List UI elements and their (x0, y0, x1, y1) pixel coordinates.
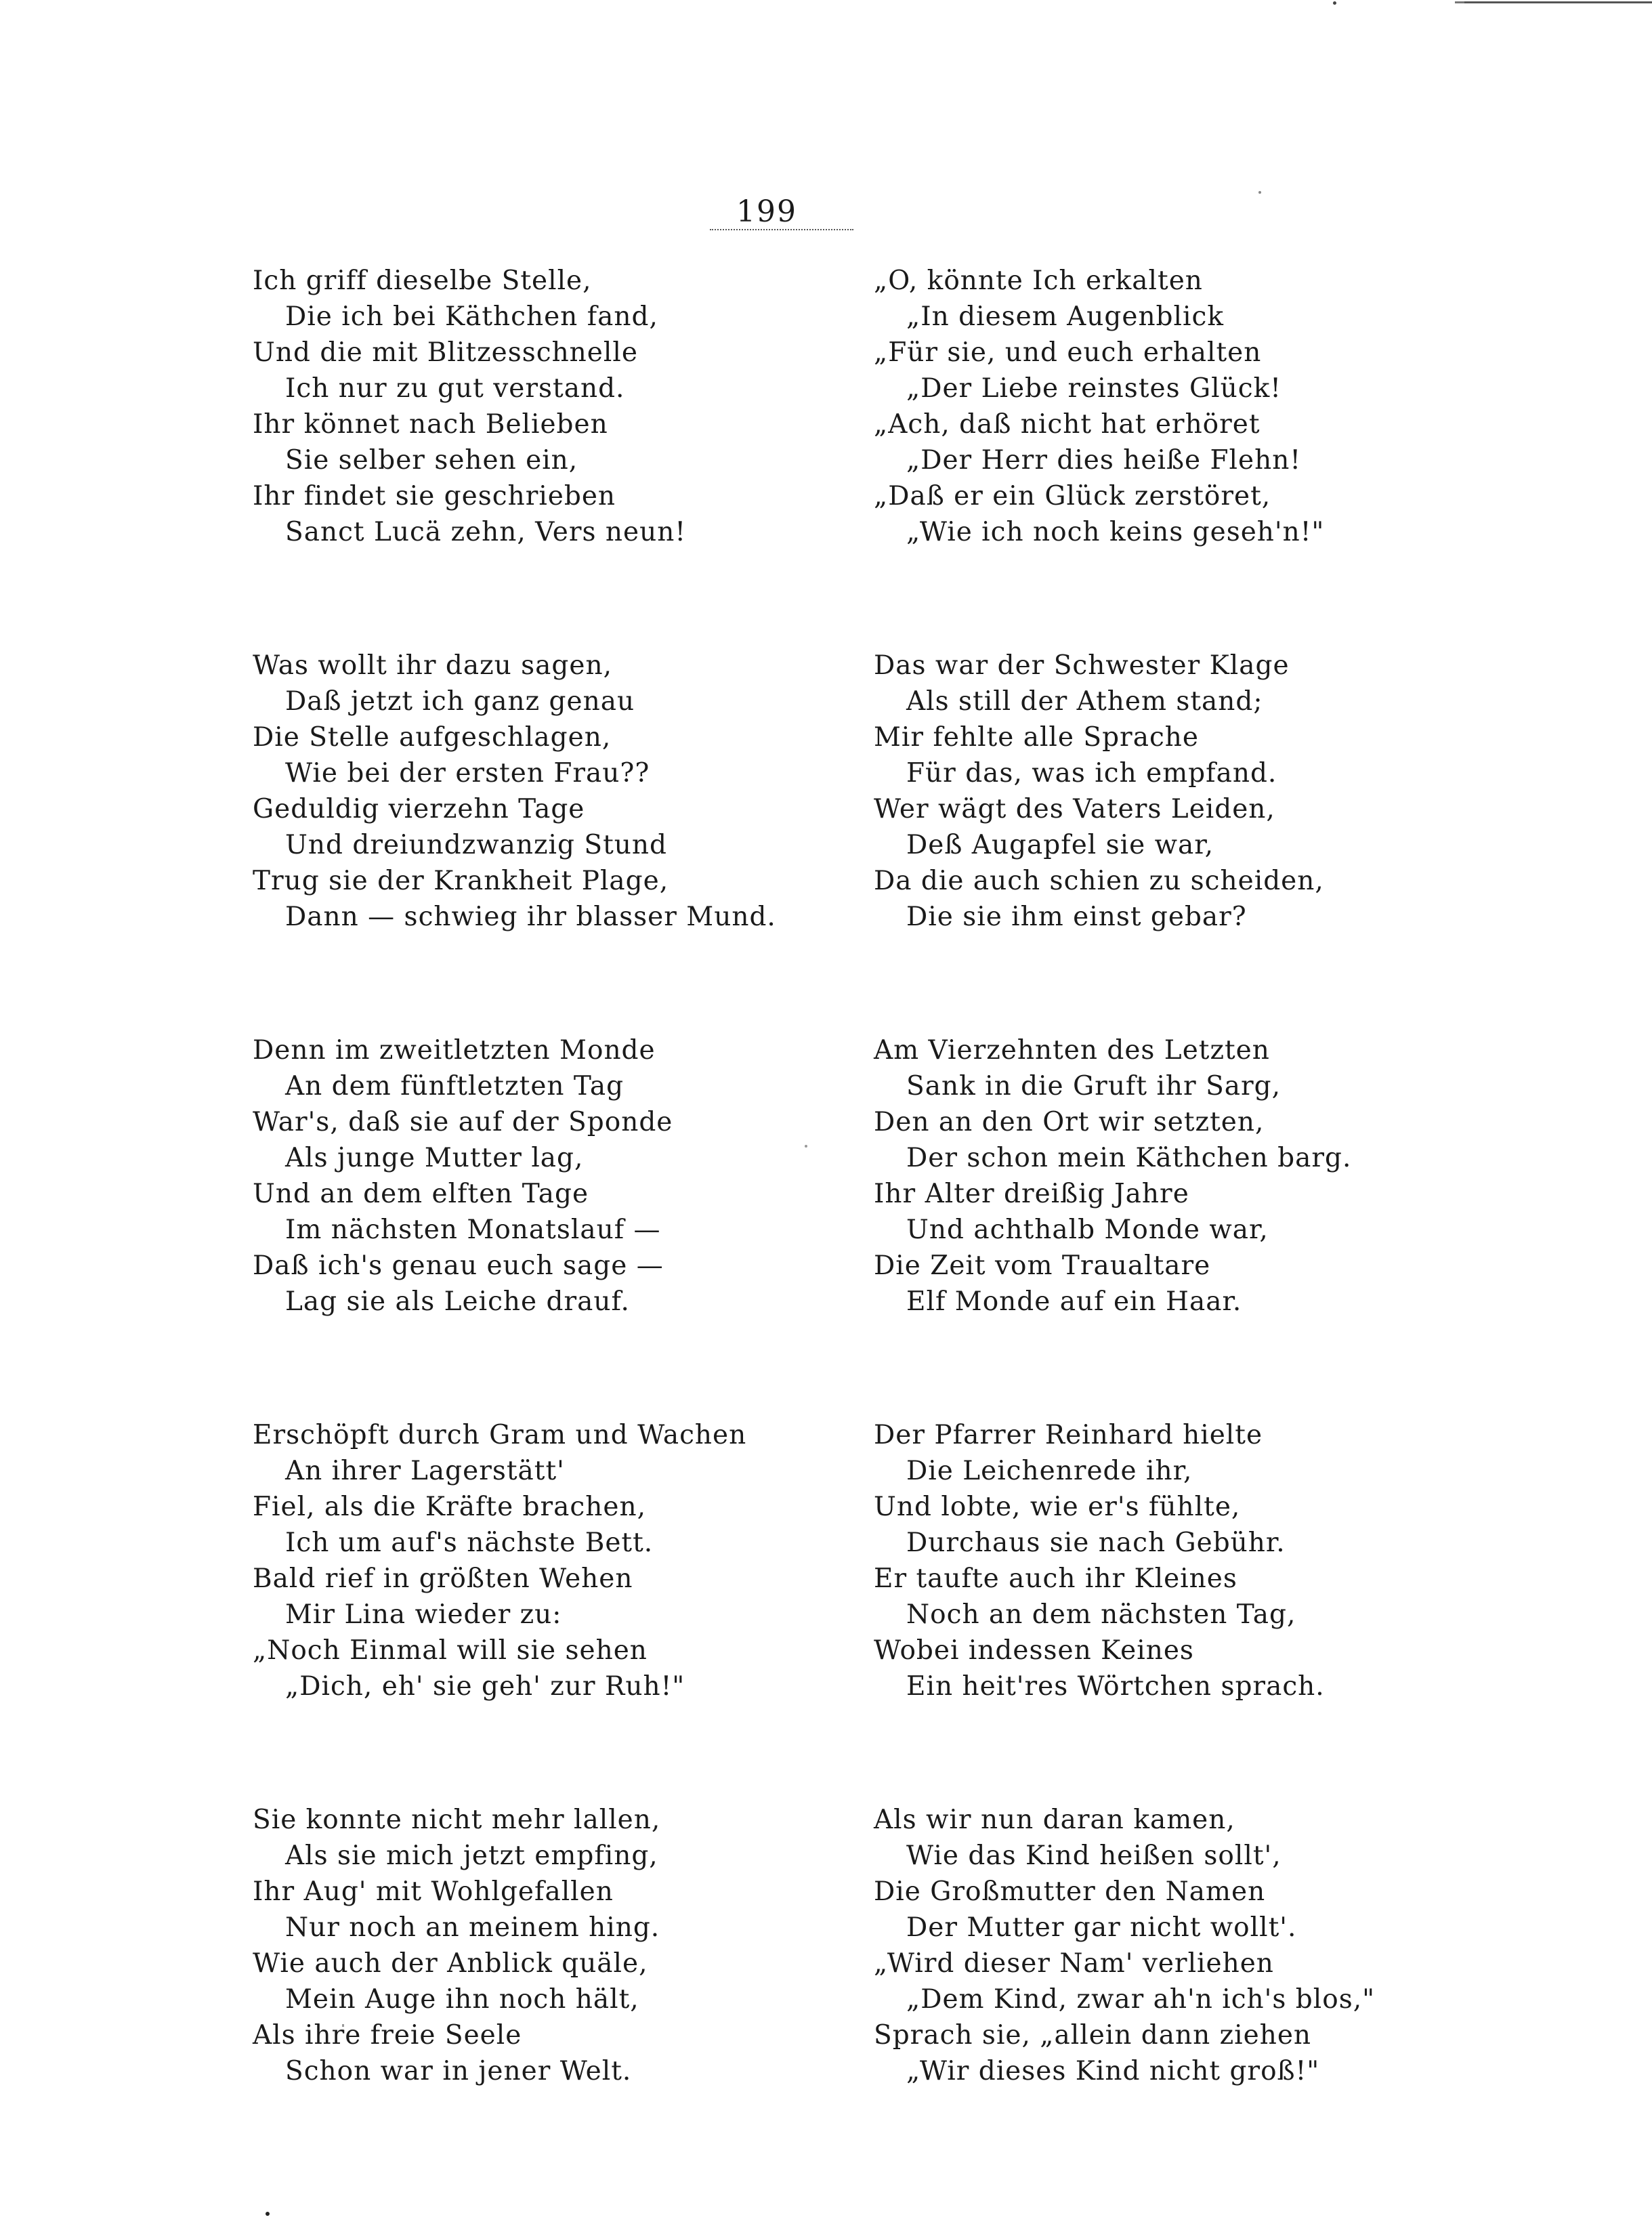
verse-line: Und lobte, wie er's fühlte, (874, 1492, 1241, 1522)
verse-line: Lag sie als Leiche drauf. (285, 1286, 630, 1317)
ink-speck (266, 2212, 270, 2216)
verse-line: Sie konnte nicht mehr lallen, (253, 1805, 661, 1835)
verse-line: Deß Augapfel sie war, (906, 830, 1214, 860)
verse-line: Wie das Kind heißen sollt', (906, 1841, 1282, 1871)
verse-line: Nur noch an meinem hing. (285, 1912, 660, 1943)
verse-line: Die Großmutter den Namen (874, 1876, 1266, 1907)
verse-line: Der Mutter gar nicht wollt'. (906, 1912, 1297, 1943)
verse-line: An ihrer Lagerstätt' (285, 1456, 565, 1486)
verse-line: Bald rief in größten Wehen (253, 1563, 633, 1594)
verse-line: Durchaus sie nach Gebühr. (906, 1528, 1286, 1558)
verse-line: Als junge Mutter lag, (285, 1143, 584, 1173)
verse-line: Erschöpft durch Gram und Wachen (253, 1420, 747, 1450)
verse-line: Als still der Athem stand; (906, 686, 1263, 717)
stanza (874, 648, 1483, 935)
verse-line: Als ihre freie Seele (253, 2020, 522, 2051)
verse-line: Als sie mich jetzt empfing, (285, 1841, 658, 1871)
verse-line: Die Leichenrede ihr, (906, 1456, 1193, 1486)
stanza (253, 1802, 862, 2089)
verse-line: Wer wägt des Vaters Leiden, (874, 794, 1275, 824)
verse-line: Ich griff dieselbe Stelle, (253, 266, 592, 296)
stanza (874, 1802, 1483, 2089)
verse-line: „Daß er ein Glück zerstöret, (874, 481, 1271, 511)
verse-line: Wobei indessen Keines (874, 1635, 1194, 1666)
ink-speck (1333, 1, 1336, 5)
stanza (253, 1032, 862, 1320)
verse-line: Und achthalb Monde war, (906, 1215, 1269, 1245)
verse-line: Und dreiundzwanzig Stund (285, 830, 667, 860)
poem-column-right (874, 263, 1483, 2187)
verse-line: „In diesem Augenblick (906, 301, 1224, 332)
verse-line: „Wird dieser Nam' verliehen (874, 1948, 1274, 1979)
ink-speck (1258, 191, 1261, 194)
top-edge-rule (1464, 1, 1652, 3)
verse-line: Er taufte auch ihr Kleines (874, 1563, 1237, 1594)
verse-line: „Der Liebe reinstes Glück! (906, 373, 1282, 404)
verse-line: Daß jetzt ich ganz genau (285, 686, 635, 717)
stanza (874, 1032, 1483, 1320)
verse-line: Ihr Aug' mit Wohlgefallen (253, 1876, 614, 1907)
verse-line: „Der Herr dies heiße Flehn! (906, 445, 1302, 476)
verse-line: Der Pfarrer Reinhard hielte (874, 1420, 1263, 1450)
page-number-underline (710, 229, 853, 230)
verse-line: Ich um auf's nächste Bett. (285, 1528, 654, 1558)
verse-line: Am Vierzehnten des Letzten (874, 1035, 1270, 1066)
verse-line: Daß ich's genau euch sage — (253, 1251, 664, 1281)
verse-line: „Für sie, und euch erhalten (874, 337, 1262, 368)
verse-line: Wie auch der Anblick quäle, (253, 1948, 648, 1979)
verse-line: Mein Auge ihn noch hält, (285, 1984, 639, 2015)
verse-line: Sprach sie, „allein dann ziehen (874, 2020, 1312, 2051)
verse-line: War's, daß sie auf der Sponde (253, 1107, 673, 1137)
stanza (874, 263, 1483, 550)
verse-line: Und an dem elften Tage (253, 1179, 589, 1209)
verse-line: Ihr findet sie geschrieben (253, 481, 616, 511)
stanza (874, 1417, 1483, 1704)
verse-line: Die Stelle aufgeschlagen, (253, 722, 612, 753)
verse-line: Geduldig vierzehn Tage (253, 794, 585, 824)
verse-line: Sank in die Gruft ihr Sarg, (906, 1071, 1282, 1101)
verse-line: Denn im zweitletzten Monde (253, 1035, 656, 1066)
verse-line: Für das, was ich empfand. (906, 758, 1277, 789)
verse-line: Noch an dem nächsten Tag, (906, 1599, 1296, 1630)
verse-line: Der schon mein Käthchen barg. (906, 1143, 1352, 1173)
verse-line: Als wir nun daran kamen, (874, 1805, 1235, 1835)
verse-line: An dem fünftletzten Tag (285, 1071, 624, 1101)
verse-line: Die ich bei Käthchen fand, (285, 301, 658, 332)
verse-line: Ihr könnet nach Belieben (253, 409, 608, 440)
verse-line: Trug sie der Krankheit Plage, (253, 866, 669, 896)
verse-line: „Dich, eh' sie geh' zur Ruh!" (285, 1671, 685, 1702)
verse-line: Mir fehlte alle Sprache (874, 722, 1199, 753)
verse-line: Fiel, als die Kräfte brachen, (253, 1492, 646, 1522)
verse-line: Die Zeit vom Traualtare (874, 1251, 1211, 1281)
verse-line: „Wie ich noch keins geseh'n!" (906, 517, 1325, 547)
poem-column-left (253, 263, 862, 2187)
verse-line: Ich nur zu gut verstand. (285, 373, 625, 404)
verse-line: Sanct Lucä zehn, Vers neun! (285, 517, 686, 547)
verse-line: Elf Monde auf ein Haar. (906, 1286, 1242, 1317)
stanza (253, 263, 862, 550)
verse-line: Sie selber sehen ein, (285, 445, 578, 476)
verse-line: „Noch Einmal will sie sehen (253, 1635, 648, 1666)
verse-line: Da die auch schien zu scheiden, (874, 866, 1324, 896)
verse-line: „Wir dieses Kind nicht groß!" (906, 2056, 1320, 2086)
verse-line: Und die mit Blitzesschnelle (253, 337, 638, 368)
verse-line: Schon war in jener Welt. (285, 2056, 632, 2086)
verse-line: Mir Lina wieder zu: (285, 1599, 562, 1630)
page-number: 199 (736, 194, 797, 229)
stanza (253, 1417, 862, 1704)
verse-line: Dann — schwieg ihr blasser Mund. (285, 902, 776, 932)
verse-line: Im nächsten Monatslauf — (285, 1215, 661, 1245)
verse-line: Den an den Ort wir setzten, (874, 1107, 1265, 1137)
verse-line: Wie bei der ersten Frau?? (285, 758, 650, 789)
verse-line: Was wollt ihr dazu sagen, (253, 650, 612, 681)
verse-line: „Dem Kind, zwar ah'n ich's blos," (906, 1984, 1376, 2015)
verse-line: Ein heit'res Wörtchen sprach. (906, 1671, 1325, 1702)
verse-line: „Ach, daß nicht hat erhöret (874, 409, 1261, 440)
verse-line: Ihr Alter dreißig Jahre (874, 1179, 1189, 1209)
stanza (253, 648, 862, 935)
verse-line: Das war der Schwester Klage (874, 650, 1290, 681)
verse-line: Die sie ihm einst gebar? (906, 902, 1247, 932)
verse-line: „O, könnte Ich erkalten (874, 266, 1203, 296)
